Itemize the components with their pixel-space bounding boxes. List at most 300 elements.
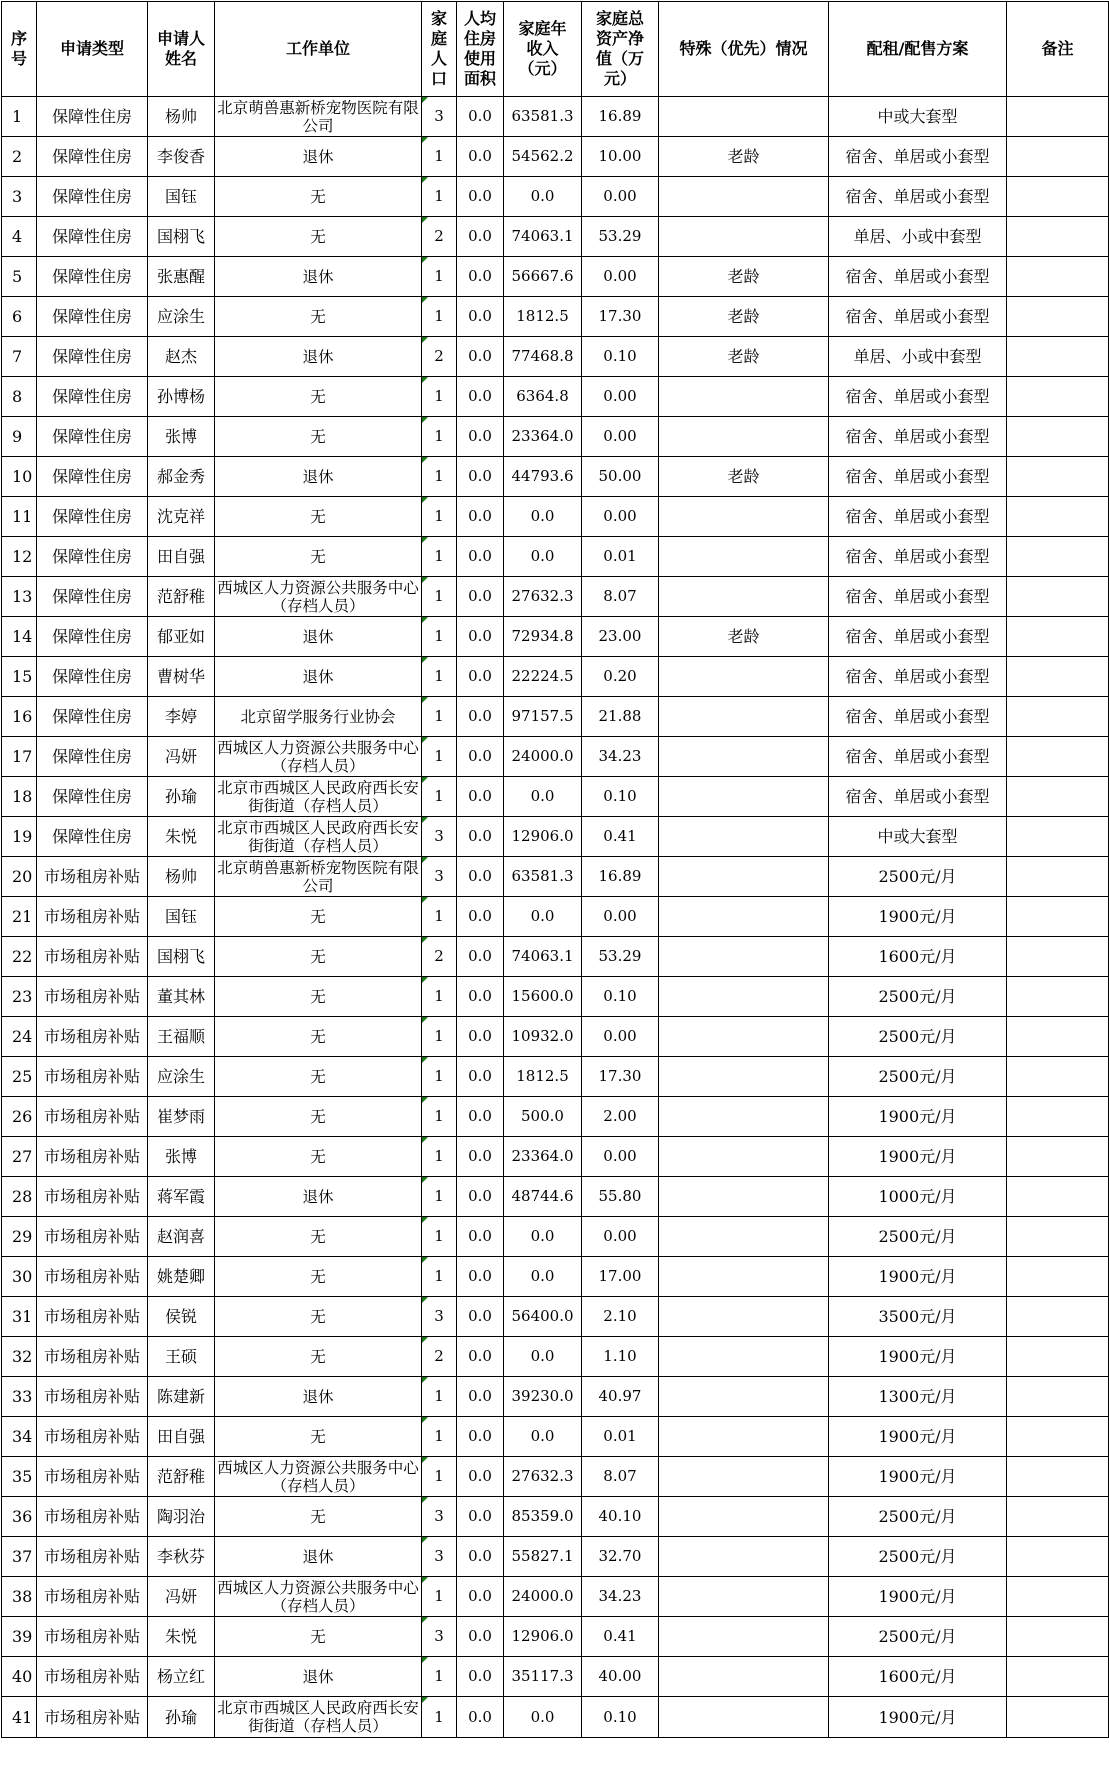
cell-special-situation [659, 737, 829, 777]
cell-allocation-plan: 宿舍、单居或小套型 [829, 497, 1007, 537]
table-row [2, 1617, 1109, 1657]
cell-index: 18 [2, 777, 37, 817]
cell-area-per-person: 0.0 [457, 1017, 504, 1057]
table-row [2, 1577, 1109, 1617]
cell-application-type: 市场租房补贴 [37, 1617, 148, 1657]
cell-work-unit: 无 [215, 377, 422, 417]
cell-annual-income: 24000.0 [504, 1577, 582, 1617]
cell-area-per-person: 0.0 [457, 1137, 504, 1177]
cell-special-situation [659, 1297, 829, 1337]
cell-index: 7 [2, 337, 37, 377]
cell-work-unit: 无 [215, 297, 422, 337]
cell-annual-income: 1812.5 [504, 297, 582, 337]
cell-net-assets: 16.89 [582, 857, 659, 897]
cell-remarks [1007, 1577, 1109, 1617]
cell-remarks [1007, 337, 1109, 377]
header-application-type: 申请类型 [37, 2, 148, 97]
cell-allocation-plan: 1900元/月 [829, 897, 1007, 937]
cell-special-situation [659, 217, 829, 257]
cell-special-situation [659, 977, 829, 1017]
cell-application-type: 市场租房补贴 [37, 1697, 148, 1738]
applicant-table [1, 1, 1109, 1738]
cell-application-type: 市场租房补贴 [37, 1017, 148, 1057]
header-net-assets: 家庭总 资产净 值（万 元） [582, 2, 659, 97]
cell-area-per-person: 0.0 [457, 657, 504, 697]
cell-net-assets: 16.89 [582, 97, 659, 137]
cell-remarks [1007, 1657, 1109, 1697]
cell-annual-income: 54562.2 [504, 137, 582, 177]
cell-area-per-person: 0.0 [457, 137, 504, 177]
cell-annual-income: 6364.8 [504, 377, 582, 417]
cell-work-unit: 退休 [215, 1657, 422, 1697]
cell-net-assets: 0.00 [582, 377, 659, 417]
cell-allocation-plan: 3500元/月 [829, 1297, 1007, 1337]
cell-remarks [1007, 857, 1109, 897]
cell-area-per-person: 0.0 [457, 617, 504, 657]
table-row [2, 97, 1109, 137]
cell-applicant-name: 田自强 [148, 537, 215, 577]
table-row [2, 1057, 1109, 1097]
cell-index: 1 [2, 97, 37, 137]
cell-family-size: 3 [422, 1617, 457, 1657]
cell-annual-income: 35117.3 [504, 1657, 582, 1697]
cell-net-assets: 17.30 [582, 1057, 659, 1097]
cell-area-per-person: 0.0 [457, 337, 504, 377]
cell-annual-income: 0.0 [504, 777, 582, 817]
cell-net-assets: 0.10 [582, 337, 659, 377]
cell-work-unit: 退休 [215, 1377, 422, 1417]
table-row [2, 937, 1109, 977]
cell-application-type: 市场租房补贴 [37, 1417, 148, 1457]
cell-applicant-name: 国钰 [148, 897, 215, 937]
cell-work-unit: 无 [215, 417, 422, 457]
cell-index: 4 [2, 217, 37, 257]
cell-area-per-person: 0.0 [457, 1657, 504, 1697]
cell-special-situation: 老龄 [659, 137, 829, 177]
cell-annual-income: 0.0 [504, 537, 582, 577]
cell-work-unit: 北京萌兽惠新桥宠物医院有限公司 [215, 857, 422, 897]
cell-net-assets: 0.00 [582, 897, 659, 937]
cell-annual-income: 27632.3 [504, 1457, 582, 1497]
cell-special-situation [659, 1417, 829, 1457]
cell-work-unit: 无 [215, 217, 422, 257]
cell-applicant-name: 王福顺 [148, 1017, 215, 1057]
cell-net-assets: 0.00 [582, 497, 659, 537]
cell-allocation-plan: 宿舍、单居或小套型 [829, 697, 1007, 737]
cell-work-unit: 无 [215, 1017, 422, 1057]
cell-family-size: 1 [422, 297, 457, 337]
cell-applicant-name: 应涂生 [148, 297, 215, 337]
cell-index: 26 [2, 1097, 37, 1137]
cell-work-unit: 西城区人力资源公共服务中心（存档人员） [215, 737, 422, 777]
cell-net-assets: 34.23 [582, 737, 659, 777]
cell-applicant-name: 孙瑜 [148, 777, 215, 817]
cell-remarks [1007, 457, 1109, 497]
cell-net-assets: 0.00 [582, 417, 659, 457]
cell-annual-income: 1812.5 [504, 1057, 582, 1097]
table-row [2, 1097, 1109, 1137]
cell-application-type: 市场租房补贴 [37, 1457, 148, 1497]
cell-work-unit: 无 [215, 937, 422, 977]
cell-net-assets: 40.00 [582, 1657, 659, 1697]
cell-index: 34 [2, 1417, 37, 1457]
cell-index: 19 [2, 817, 37, 857]
cell-family-size: 1 [422, 1657, 457, 1697]
cell-index: 24 [2, 1017, 37, 1057]
cell-remarks [1007, 1097, 1109, 1137]
cell-net-assets: 55.80 [582, 1177, 659, 1217]
cell-application-type: 市场租房补贴 [37, 857, 148, 897]
cell-area-per-person: 0.0 [457, 377, 504, 417]
cell-allocation-plan: 1300元/月 [829, 1377, 1007, 1417]
cell-annual-income: 0.0 [504, 177, 582, 217]
cell-application-type: 市场租房补贴 [37, 1257, 148, 1297]
cell-annual-income: 74063.1 [504, 217, 582, 257]
cell-family-size: 3 [422, 1497, 457, 1537]
cell-special-situation [659, 577, 829, 617]
cell-applicant-name: 曹树华 [148, 657, 215, 697]
cell-net-assets: 21.88 [582, 697, 659, 737]
cell-family-size: 1 [422, 1377, 457, 1417]
table-row [2, 1537, 1109, 1577]
table-row [2, 817, 1109, 857]
table-row [2, 737, 1109, 777]
cell-allocation-plan: 宿舍、单居或小套型 [829, 377, 1007, 417]
cell-work-unit: 无 [215, 177, 422, 217]
cell-family-size: 1 [422, 657, 457, 697]
cell-area-per-person: 0.0 [457, 1377, 504, 1417]
cell-special-situation [659, 497, 829, 537]
cell-area-per-person: 0.0 [457, 1697, 504, 1738]
cell-annual-income: 55827.1 [504, 1537, 582, 1577]
cell-remarks [1007, 1697, 1109, 1738]
table-row [2, 537, 1109, 577]
cell-index: 40 [2, 1657, 37, 1697]
cell-area-per-person: 0.0 [457, 297, 504, 337]
cell-area-per-person: 0.0 [457, 1417, 504, 1457]
cell-applicant-name: 张博 [148, 417, 215, 457]
cell-area-per-person: 0.0 [457, 977, 504, 1017]
header-row [2, 2, 1109, 97]
cell-family-size: 3 [422, 857, 457, 897]
cell-allocation-plan: 2500元/月 [829, 977, 1007, 1017]
cell-work-unit: 北京市西城区人民政府西长安街街道（存档人员） [215, 817, 422, 857]
cell-annual-income: 97157.5 [504, 697, 582, 737]
cell-special-situation: 老龄 [659, 257, 829, 297]
cell-special-situation [659, 897, 829, 937]
cell-remarks [1007, 937, 1109, 977]
cell-family-size: 1 [422, 457, 457, 497]
cell-work-unit: 无 [215, 1137, 422, 1177]
cell-remarks [1007, 1417, 1109, 1457]
cell-annual-income: 77468.8 [504, 337, 582, 377]
table-row [2, 497, 1109, 537]
cell-net-assets: 0.01 [582, 1417, 659, 1457]
cell-special-situation [659, 657, 829, 697]
cell-annual-income: 0.0 [504, 1417, 582, 1457]
cell-family-size: 1 [422, 737, 457, 777]
cell-family-size: 1 [422, 1177, 457, 1217]
cell-application-type: 保障性住房 [37, 777, 148, 817]
cell-special-situation [659, 1697, 829, 1738]
cell-allocation-plan: 宿舍、单居或小套型 [829, 537, 1007, 577]
cell-work-unit: 无 [215, 897, 422, 937]
cell-index: 5 [2, 257, 37, 297]
cell-index: 22 [2, 937, 37, 977]
cell-special-situation [659, 97, 829, 137]
cell-area-per-person: 0.0 [457, 217, 504, 257]
cell-annual-income: 85359.0 [504, 1497, 582, 1537]
cell-applicant-name: 朱悦 [148, 1617, 215, 1657]
cell-net-assets: 0.00 [582, 257, 659, 297]
cell-special-situation [659, 1377, 829, 1417]
cell-remarks [1007, 697, 1109, 737]
cell-remarks [1007, 97, 1109, 137]
cell-net-assets: 0.00 [582, 177, 659, 217]
cell-remarks [1007, 1297, 1109, 1337]
cell-family-size: 1 [422, 577, 457, 617]
cell-applicant-name: 陶羽治 [148, 1497, 215, 1537]
cell-allocation-plan: 1000元/月 [829, 1177, 1007, 1217]
cell-application-type: 保障性住房 [37, 97, 148, 137]
cell-application-type: 市场租房补贴 [37, 1217, 148, 1257]
cell-area-per-person: 0.0 [457, 257, 504, 297]
cell-applicant-name: 国栩飞 [148, 937, 215, 977]
cell-remarks [1007, 577, 1109, 617]
cell-index: 23 [2, 977, 37, 1017]
cell-index: 9 [2, 417, 37, 457]
cell-applicant-name: 应涂生 [148, 1057, 215, 1097]
cell-remarks [1007, 297, 1109, 337]
cell-net-assets: 0.01 [582, 537, 659, 577]
cell-area-per-person: 0.0 [457, 817, 504, 857]
cell-special-situation: 老龄 [659, 297, 829, 337]
cell-index: 25 [2, 1057, 37, 1097]
cell-application-type: 保障性住房 [37, 817, 148, 857]
header-remarks: 备注 [1007, 2, 1109, 97]
cell-area-per-person: 0.0 [457, 857, 504, 897]
cell-special-situation [659, 1537, 829, 1577]
cell-annual-income: 56667.6 [504, 257, 582, 297]
cell-work-unit: 退休 [215, 257, 422, 297]
cell-special-situation [659, 817, 829, 857]
table-row [2, 1377, 1109, 1417]
cell-family-size: 2 [422, 217, 457, 257]
cell-allocation-plan: 1900元/月 [829, 1577, 1007, 1617]
cell-area-per-person: 0.0 [457, 577, 504, 617]
cell-applicant-name: 孙博杨 [148, 377, 215, 417]
cell-applicant-name: 李秋芬 [148, 1537, 215, 1577]
cell-area-per-person: 0.0 [457, 897, 504, 937]
cell-area-per-person: 0.0 [457, 537, 504, 577]
header-annual-income: 家庭年 收入 （元） [504, 2, 582, 97]
cell-index: 16 [2, 697, 37, 737]
cell-allocation-plan: 1900元/月 [829, 1097, 1007, 1137]
cell-special-situation [659, 777, 829, 817]
table-row [2, 1217, 1109, 1257]
table-row [2, 697, 1109, 737]
cell-family-size: 3 [422, 1537, 457, 1577]
cell-annual-income: 39230.0 [504, 1377, 582, 1417]
cell-allocation-plan: 宿舍、单居或小套型 [829, 457, 1007, 497]
cell-allocation-plan: 宿舍、单居或小套型 [829, 137, 1007, 177]
cell-application-type: 保障性住房 [37, 617, 148, 657]
cell-application-type: 保障性住房 [37, 457, 148, 497]
cell-family-size: 1 [422, 1417, 457, 1457]
cell-allocation-plan: 2500元/月 [829, 1217, 1007, 1257]
cell-application-type: 保障性住房 [37, 577, 148, 617]
cell-special-situation [659, 1097, 829, 1137]
cell-net-assets: 17.00 [582, 1257, 659, 1297]
cell-net-assets: 32.70 [582, 1537, 659, 1577]
cell-annual-income: 22224.5 [504, 657, 582, 697]
header-index: 序 号 [2, 2, 37, 97]
cell-allocation-plan: 宿舍、单居或小套型 [829, 737, 1007, 777]
cell-work-unit: 退休 [215, 457, 422, 497]
cell-annual-income: 23364.0 [504, 417, 582, 457]
cell-applicant-name: 国栩飞 [148, 217, 215, 257]
cell-special-situation [659, 1257, 829, 1297]
cell-remarks [1007, 1057, 1109, 1097]
cell-family-size: 1 [422, 697, 457, 737]
cell-allocation-plan: 中或大套型 [829, 97, 1007, 137]
table-row [2, 1337, 1109, 1377]
table-row [2, 137, 1109, 177]
cell-area-per-person: 0.0 [457, 1497, 504, 1537]
cell-net-assets: 0.00 [582, 1017, 659, 1057]
table-row [2, 417, 1109, 457]
cell-net-assets: 40.10 [582, 1497, 659, 1537]
cell-applicant-name: 李俊香 [148, 137, 215, 177]
cell-index: 27 [2, 1137, 37, 1177]
cell-net-assets: 0.41 [582, 1617, 659, 1657]
cell-allocation-plan: 1900元/月 [829, 1457, 1007, 1497]
cell-applicant-name: 冯妍 [148, 737, 215, 777]
cell-index: 29 [2, 1217, 37, 1257]
cell-application-type: 市场租房补贴 [37, 1177, 148, 1217]
cell-area-per-person: 0.0 [457, 1337, 504, 1377]
cell-index: 15 [2, 657, 37, 697]
cell-remarks [1007, 1537, 1109, 1577]
cell-remarks [1007, 217, 1109, 257]
table-row [2, 1297, 1109, 1337]
cell-work-unit: 退休 [215, 617, 422, 657]
cell-allocation-plan: 宿舍、单居或小套型 [829, 297, 1007, 337]
cell-family-size: 1 [422, 1097, 457, 1137]
cell-allocation-plan: 1900元/月 [829, 1257, 1007, 1297]
cell-family-size: 3 [422, 97, 457, 137]
cell-annual-income: 44793.6 [504, 457, 582, 497]
cell-index: 38 [2, 1577, 37, 1617]
cell-area-per-person: 0.0 [457, 1457, 504, 1497]
cell-special-situation [659, 177, 829, 217]
cell-application-type: 保障性住房 [37, 297, 148, 337]
cell-family-size: 1 [422, 1217, 457, 1257]
cell-application-type: 保障性住房 [37, 177, 148, 217]
cell-applicant-name: 蒋军霞 [148, 1177, 215, 1217]
cell-applicant-name: 董其林 [148, 977, 215, 1017]
cell-work-unit: 无 [215, 1097, 422, 1137]
cell-area-per-person: 0.0 [457, 1577, 504, 1617]
cell-work-unit: 无 [215, 537, 422, 577]
cell-net-assets: 2.00 [582, 1097, 659, 1137]
cell-allocation-plan: 宿舍、单居或小套型 [829, 777, 1007, 817]
cell-applicant-name: 王硕 [148, 1337, 215, 1377]
cell-family-size: 1 [422, 1057, 457, 1097]
cell-area-per-person: 0.0 [457, 777, 504, 817]
cell-index: 33 [2, 1377, 37, 1417]
table-row [2, 457, 1109, 497]
cell-allocation-plan: 宿舍、单居或小套型 [829, 177, 1007, 217]
cell-annual-income: 63581.3 [504, 97, 582, 137]
cell-area-per-person: 0.0 [457, 1257, 504, 1297]
cell-family-size: 3 [422, 1297, 457, 1337]
cell-area-per-person: 0.0 [457, 417, 504, 457]
cell-work-unit: 无 [215, 1417, 422, 1457]
cell-area-per-person: 0.0 [457, 177, 504, 217]
cell-remarks [1007, 897, 1109, 937]
cell-application-type: 保障性住房 [37, 737, 148, 777]
cell-annual-income: 0.0 [504, 497, 582, 537]
cell-family-size: 1 [422, 257, 457, 297]
cell-net-assets: 17.30 [582, 297, 659, 337]
cell-special-situation [659, 1177, 829, 1217]
cell-work-unit: 无 [215, 1297, 422, 1337]
cell-application-type: 保障性住房 [37, 377, 148, 417]
cell-special-situation: 老龄 [659, 457, 829, 497]
cell-family-size: 1 [422, 1257, 457, 1297]
cell-work-unit: 西城区人力资源公共服务中心（存档人员） [215, 577, 422, 617]
cell-area-per-person: 0.0 [457, 1177, 504, 1217]
cell-allocation-plan: 1600元/月 [829, 937, 1007, 977]
cell-work-unit: 北京市西城区人民政府西长安街街道（存档人员） [215, 777, 422, 817]
cell-applicant-name: 朱悦 [148, 817, 215, 857]
cell-special-situation [659, 1057, 829, 1097]
cell-family-size: 1 [422, 497, 457, 537]
cell-allocation-plan: 中或大套型 [829, 817, 1007, 857]
cell-special-situation [659, 697, 829, 737]
cell-index: 8 [2, 377, 37, 417]
cell-remarks [1007, 817, 1109, 857]
cell-index: 39 [2, 1617, 37, 1657]
cell-index: 21 [2, 897, 37, 937]
cell-work-unit: 无 [215, 1057, 422, 1097]
cell-work-unit: 北京市西城区人民政府西长安街街道（存档人员） [215, 1697, 422, 1738]
cell-net-assets: 0.20 [582, 657, 659, 697]
cell-annual-income: 12906.0 [504, 817, 582, 857]
cell-applicant-name: 赵杰 [148, 337, 215, 377]
cell-work-unit: 北京留学服务行业协会 [215, 697, 422, 737]
cell-net-assets: 40.97 [582, 1377, 659, 1417]
cell-allocation-plan: 1900元/月 [829, 1697, 1007, 1738]
cell-allocation-plan: 1900元/月 [829, 1417, 1007, 1457]
cell-net-assets: 0.41 [582, 817, 659, 857]
cell-net-assets: 1.10 [582, 1337, 659, 1377]
cell-work-unit: 无 [215, 497, 422, 537]
cell-remarks [1007, 1217, 1109, 1257]
cell-applicant-name: 陈建新 [148, 1377, 215, 1417]
cell-family-size: 1 [422, 897, 457, 937]
cell-application-type: 保障性住房 [37, 417, 148, 457]
table-row [2, 1497, 1109, 1537]
cell-applicant-name: 郁亚如 [148, 617, 215, 657]
cell-index: 28 [2, 1177, 37, 1217]
cell-application-type: 市场租房补贴 [37, 977, 148, 1017]
cell-application-type: 市场租房补贴 [37, 1537, 148, 1577]
cell-work-unit: 退休 [215, 1537, 422, 1577]
cell-applicant-name: 杨帅 [148, 857, 215, 897]
cell-annual-income: 0.0 [504, 897, 582, 937]
